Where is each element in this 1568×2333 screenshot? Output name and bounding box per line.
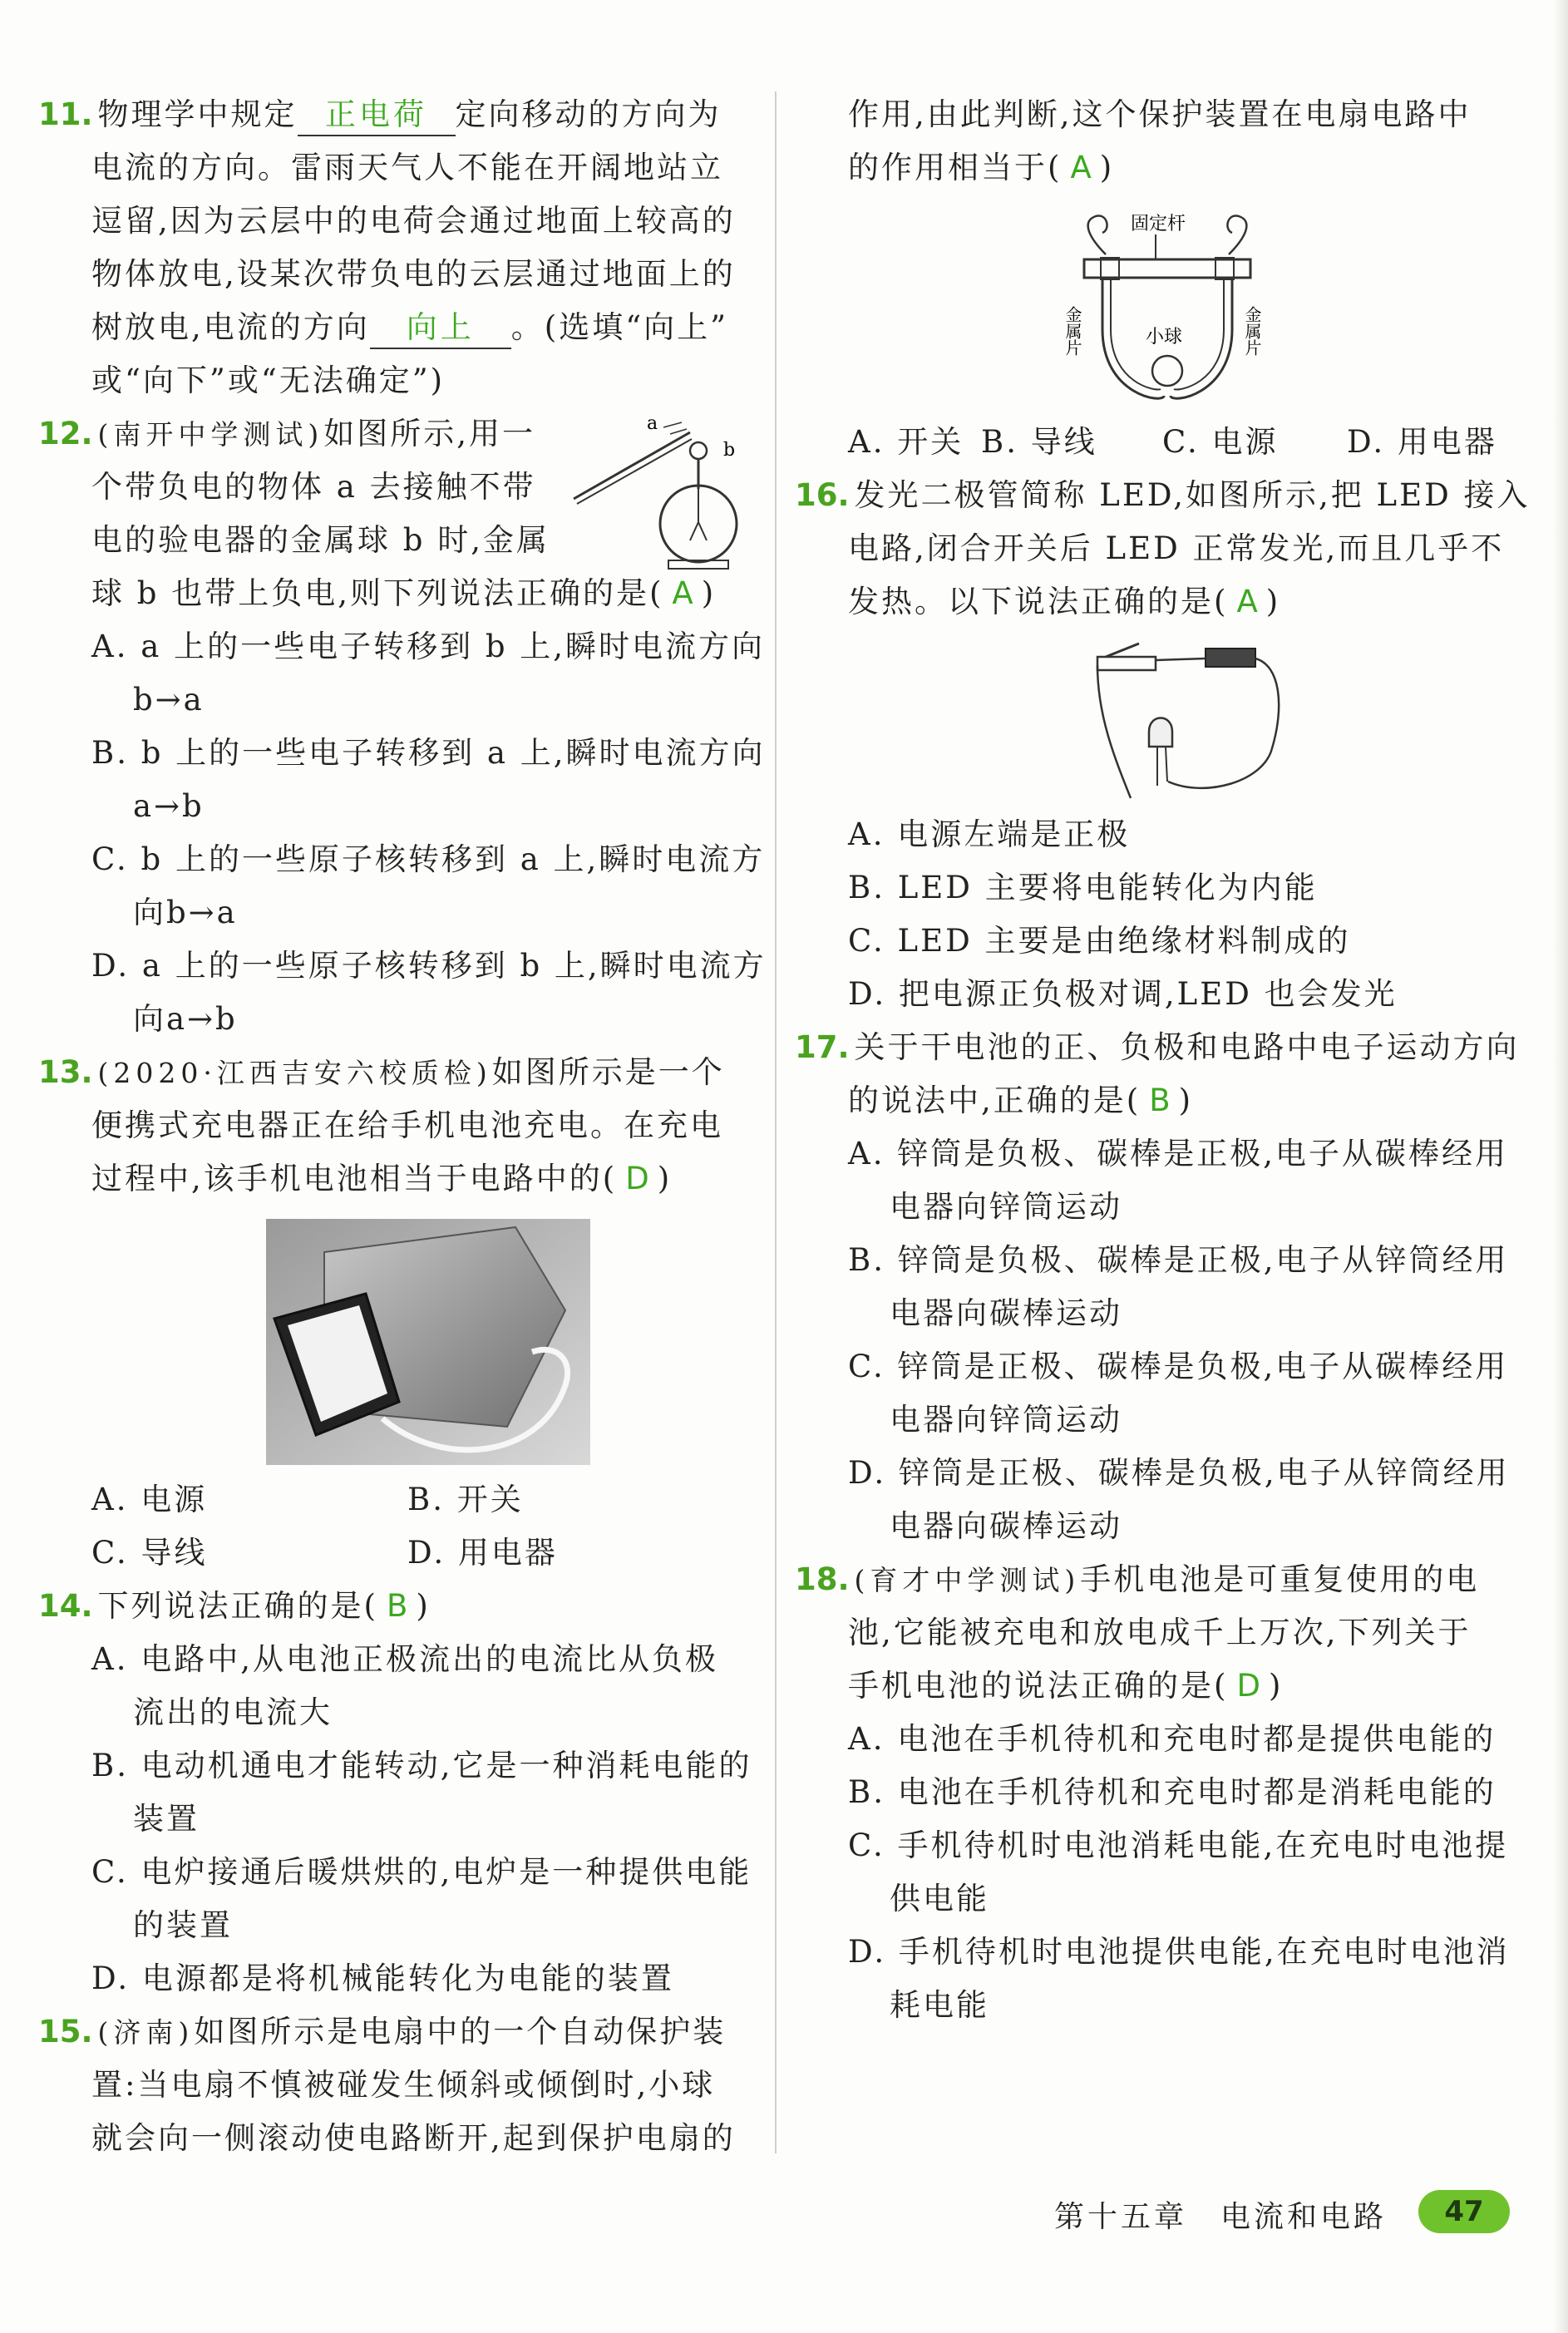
q11-text: 物理学中规定	[97, 96, 298, 132]
q15-text: 的作用相当于(	[848, 150, 1063, 185]
q13-text: 如图所示是一个	[491, 1054, 725, 1090]
metal-ball-b	[690, 442, 707, 459]
charged-rod	[574, 432, 690, 499]
q12-text: 如图所示,用一	[323, 416, 536, 451]
q13-text: 过程中,该手机电池相当于电路中的(	[91, 1161, 618, 1196]
q13-optB: B. 开关	[407, 1482, 524, 1517]
led-leg-right	[1166, 747, 1167, 782]
q11-text: 定向移动的方向为	[455, 96, 722, 132]
q12-optC-1: C. b 上的一些原子核转移到 a 上,瞬时电流方	[91, 841, 766, 877]
q12-close: )	[701, 575, 717, 611]
q16-line3	[848, 582, 1280, 622]
metal-plate-label-left: 金属片	[1063, 306, 1082, 356]
metal-plate-label-right: 金属片	[1242, 306, 1262, 356]
q15-number: 15.	[38, 2014, 93, 2049]
q15-optD: D. 用电器	[1347, 424, 1497, 460]
q17-optC-1: C. 锌筒是正极、碳棒是负极,电子从碳棒经用	[848, 1349, 1509, 1384]
q15-optC: C. 电源	[1162, 424, 1279, 460]
q17-answer: B	[1149, 1083, 1171, 1118]
q16-text: 发光二极管简称 LED,如图所示,把 LED 接入	[854, 477, 1531, 513]
q18-line3	[848, 1666, 1283, 1706]
wire-left	[1097, 665, 1131, 798]
q17-line1	[795, 1028, 1520, 1068]
q14-optB-1: B. 电动机通电才能转动,它是一种消耗电能的	[91, 1748, 752, 1783]
q15-line2: 置:当电扇不慎被碰发生倾斜或倾倒时,小球	[91, 2067, 716, 2103]
page-edge	[1553, 0, 1568, 2333]
wire-left	[1088, 215, 1107, 254]
column-divider	[775, 91, 777, 2153]
q17-optB-1: B. 锌筒是负极、碳棒是正极,电子从锌筒经用	[848, 1242, 1509, 1278]
q18-number: 18.	[795, 1561, 850, 1597]
q18-optC-1: C. 手机待机时电池消耗电能,在充电时电池提	[848, 1827, 1509, 1863]
wire-right	[1227, 215, 1246, 254]
q14-number: 14.	[38, 1588, 93, 1624]
switch-blade	[1106, 644, 1139, 657]
charge-mark	[663, 422, 682, 427]
q16-optC: C. LED 主要是由绝缘材料制成的	[848, 923, 1351, 959]
q18-text: 手机电池是可重复使用的电	[1080, 1561, 1480, 1597]
fan-protection-figure	[1063, 205, 1264, 412]
clamp-right	[1215, 258, 1234, 279]
q11-line6: 或“向下”或“无法确定”)	[91, 363, 446, 398]
page-number: 47	[1418, 2190, 1510, 2233]
q18-line1	[795, 1560, 1479, 1601]
q18-answer: D	[1236, 1668, 1260, 1704]
q16-close: )	[1265, 584, 1281, 619]
switch-base	[1097, 657, 1156, 670]
q13-source: (2020·江西吉安六校质检)	[97, 1057, 492, 1089]
q12-optD-2: 向a→b	[133, 1001, 238, 1037]
q14-line1	[38, 1586, 431, 1626]
q12-optB-2: a→b	[133, 788, 205, 824]
q13-optD: D. 用电器	[407, 1535, 558, 1571]
q18-source: (育才中学测试)	[854, 1564, 1081, 1596]
leaf-right	[698, 522, 707, 540]
wire-top	[1156, 658, 1206, 660]
q14-text: 下列说法正确的是(	[97, 1588, 378, 1624]
q18-optD-1: D. 手机待机时电池提供电能,在充电时电池消	[848, 1934, 1510, 1970]
q14-answer: B	[386, 1588, 408, 1624]
q11-text: 。(选填“向上”	[510, 309, 729, 345]
q15-line5	[848, 148, 1114, 188]
q13-optC: C. 导线	[91, 1535, 208, 1571]
q12-optA-1: A. a 上的一些电子转移到 b 上,瞬时电流方向	[91, 629, 766, 664]
q11-line5	[91, 308, 728, 349]
q18-text: 手机电池的说法正确的是(	[848, 1668, 1229, 1704]
q17-optB-2: 电器向碳棒运动	[890, 1295, 1122, 1331]
label-a: a	[647, 413, 658, 434]
q16-text: 发热。以下说法正确的是(	[848, 584, 1229, 619]
fixed-rod	[1084, 259, 1250, 278]
q13-line1	[38, 1053, 725, 1093]
q14-optA-1: A. 电路中,从电池正极流出的电流比从负极	[91, 1641, 719, 1677]
q17-optD-1: D. 锌筒是正极、碳棒是负极,电子从锌筒经用	[848, 1455, 1510, 1491]
q11-line2: 电流的方向。雷雨天气人不能在开阔地站立	[91, 150, 723, 185]
q13-close: )	[657, 1161, 673, 1196]
q11-line4: 物体放电,设某次带负电的云层通过地面上的	[91, 256, 736, 292]
q14-optC-2: 的装置	[133, 1907, 233, 1943]
q15-source: (济南)	[97, 2016, 195, 2049]
q12-text: 球 b 也带上负电,则下列说法正确的是(	[91, 575, 664, 611]
q16-line1	[795, 476, 1531, 515]
q12-line1	[38, 414, 535, 455]
q11-text: 树放电,电流的方向	[91, 309, 370, 345]
q17-number: 17.	[795, 1029, 850, 1065]
q14-optB-2: 装置	[133, 1801, 200, 1837]
charge-mark	[670, 429, 687, 434]
wire-right	[1168, 658, 1279, 788]
led-bulb	[1149, 718, 1172, 747]
q18-optA: A. 电池在手机待机和充电时都是提供电能的	[848, 1721, 1497, 1757]
q17-optD-2: 电器向碳棒运动	[890, 1508, 1122, 1544]
q18-optB: B. 电池在手机待机和充电时都是消耗电能的	[848, 1774, 1497, 1810]
q15-line3: 就会向一侧滚动使电路断开,起到保护电扇的	[91, 2120, 736, 2156]
q15-answer: A	[1070, 150, 1092, 185]
q16-line2: 电路,闭合开关后 LED 正常发光,而且几乎不	[848, 530, 1505, 566]
led-circuit-figure	[1081, 632, 1289, 806]
q15-optA: A. 开关	[848, 424, 964, 460]
q18-close: )	[1268, 1668, 1284, 1704]
q14-optC-1: C. 电炉接通后暖烘烘的,电炉是一种提供电能	[91, 1854, 752, 1890]
leaf-left	[690, 522, 698, 540]
battery	[1206, 649, 1255, 667]
q14-optD: D. 电源都是将机械能转化为电能的装置	[91, 1961, 674, 1996]
q16-answer: A	[1236, 584, 1258, 619]
q13-number: 13.	[38, 1054, 93, 1090]
q11-line1	[38, 95, 722, 136]
label-b: b	[723, 440, 736, 461]
q14-close: )	[416, 1588, 431, 1624]
q12-optC-2: 向b→a	[133, 895, 238, 930]
q17-line2	[848, 1081, 1193, 1121]
q12-source: (南开中学测试)	[97, 418, 324, 451]
q18-line2: 池,它能被充电和放电成千上万次,下列关于	[848, 1615, 1472, 1650]
q12-optD-1: D. a 上的一些原子核转移到 b 上,瞬时电流方	[91, 948, 767, 984]
chapter-title: 第十五章 电流和电路	[1054, 2200, 1388, 2234]
q11-blank-2: 向上	[370, 308, 511, 349]
q16-number: 16.	[795, 477, 850, 513]
charger-photo	[266, 1219, 590, 1465]
q17-optA-1: A. 锌筒是负极、碳棒是正极,电子从碳棒经用	[848, 1136, 1509, 1171]
q12-line2: 个带负电的物体 a 去接触不带	[91, 469, 536, 505]
q12-optA-2: b→a	[133, 682, 205, 718]
q11-blank-1: 正电荷	[298, 95, 456, 136]
q17-close: )	[1178, 1083, 1194, 1118]
q12-answer: A	[672, 575, 693, 611]
q15-text: 如图所示是电扇中的一个自动保护装	[194, 2014, 727, 2049]
q15-line4: 作用,由此判断,这个保护装置在电扇电路中	[848, 96, 1472, 132]
q15-close: )	[1099, 150, 1115, 185]
q11-line3: 逗留,因为云层中的电荷会通过地面上较高的	[91, 203, 736, 239]
q18-optD-2: 耗电能	[890, 1987, 989, 2023]
q17-text: 的说法中,正确的是(	[848, 1083, 1141, 1118]
q16-optD: D. 把电源正负极对调,LED 也会发光	[848, 976, 1398, 1012]
q15-optB: B. 导线	[981, 424, 1097, 460]
q13-answer: D	[625, 1161, 649, 1196]
small-ball	[1152, 356, 1182, 386]
q18-optC-2: 供电能	[890, 1881, 989, 1916]
q14-optA-2: 流出的电流大	[133, 1694, 333, 1730]
q15-line1	[38, 2012, 726, 2053]
q12-number: 12.	[38, 416, 93, 451]
q17-text: 关于干电池的正、负极和电路中电子运动方向	[854, 1029, 1520, 1065]
q12-optB-1: B. b 上的一些电子转移到 a 上,瞬时电流方向	[91, 735, 766, 771]
q17-optA-2: 电器向锌筒运动	[890, 1189, 1122, 1225]
electroscope-figure	[565, 413, 757, 582]
clamp-left	[1101, 258, 1119, 279]
fixed-rod-label: 固定杆	[1131, 214, 1186, 234]
q11-number: 11.	[38, 96, 93, 132]
q16-optA: A. 电源左端是正极	[848, 816, 1131, 852]
q13-line2: 便携式充电器正在给手机电池充电。在充电	[91, 1107, 723, 1143]
q17-optC-2: 电器向锌筒运动	[890, 1402, 1122, 1438]
q13-optA: A. 电源	[91, 1482, 208, 1517]
q16-optB: B. LED 主要将电能转化为内能	[848, 870, 1318, 905]
q12-line3: 电的验电器的金属球 b 时,金属	[91, 522, 550, 558]
q13-line3	[91, 1159, 672, 1199]
ball-label: 小球	[1146, 327, 1183, 348]
